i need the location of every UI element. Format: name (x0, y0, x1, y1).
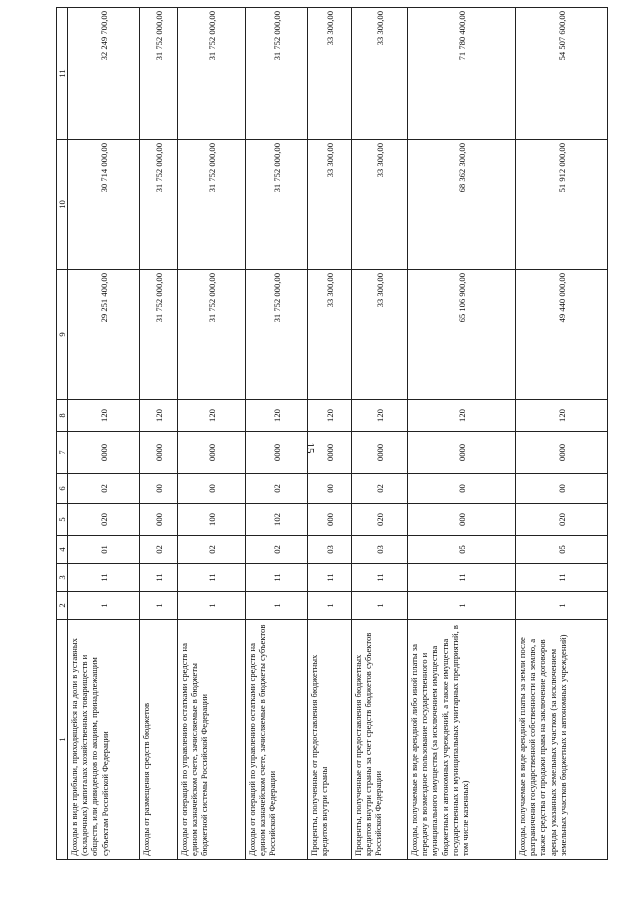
code-cell: 0000 (246, 432, 308, 474)
code-cell: 00 (516, 474, 608, 504)
code-cell: 11 (516, 564, 608, 592)
column-header: 11 (57, 8, 68, 140)
code-cell: 02 (178, 536, 246, 564)
name-cell: Доходы в виде прибыли, приходящейся на доли в уставных (складочных) капиталах хозяйственных товариществ и обществ, или дивидендов по акциям, принадлежащим субъектам Российской Федерации (68, 620, 140, 860)
code-cell: 02 (246, 536, 308, 564)
column-header: 10 (57, 140, 68, 270)
amount-cell: 31 752 000,00 (140, 140, 178, 270)
table-row (308, 8, 352, 860)
code-cell: 00 (178, 474, 246, 504)
code-cell: 120 (516, 400, 608, 432)
table-row (140, 8, 178, 860)
code-cell: 03 (352, 536, 408, 564)
column-header: 5 (57, 504, 68, 536)
amount-cell: 65 106 900,00 (408, 270, 516, 400)
amount-cell: 31 752 000,00 (140, 8, 178, 140)
code-cell: 120 (178, 400, 246, 432)
amount-cell: 54 507 600,00 (516, 8, 608, 140)
code-cell: 02 (140, 536, 178, 564)
code-cell: 03 (308, 536, 352, 564)
code-cell: 02 (68, 474, 140, 504)
code-cell: 0000 (68, 432, 140, 474)
code-cell: 1 (246, 592, 308, 620)
amount-cell: 33 300,00 (352, 270, 408, 400)
code-cell: 00 (408, 474, 516, 504)
column-header: 7 (57, 432, 68, 474)
page-number: 15 (304, 442, 316, 454)
code-cell: 1 (68, 592, 140, 620)
code-cell: 01 (68, 536, 140, 564)
code-cell: 1 (408, 592, 516, 620)
code-cell: 1 (516, 592, 608, 620)
code-cell: 020 (352, 504, 408, 536)
amount-cell: 33 300,00 (352, 8, 408, 140)
code-cell: 0000 (408, 432, 516, 474)
code-cell: 11 (68, 564, 140, 592)
column-header: 3 (57, 564, 68, 592)
code-cell: 1 (308, 592, 352, 620)
code-cell: 1 (178, 592, 246, 620)
budget-revenue-table (56, 7, 608, 860)
table-row (352, 8, 408, 860)
amount-cell: 31 752 000,00 (246, 140, 308, 270)
table-row (68, 8, 140, 860)
column-number-row (57, 8, 68, 860)
code-cell: 102 (246, 504, 308, 536)
code-cell: 1 (140, 592, 178, 620)
amount-cell: 29 251 400,00 (68, 270, 140, 400)
code-cell: 000 (140, 504, 178, 536)
code-cell: 0000 (352, 432, 408, 474)
code-cell: 020 (516, 504, 608, 536)
code-cell: 000 (408, 504, 516, 536)
code-cell: 00 (140, 474, 178, 504)
code-cell: 120 (140, 400, 178, 432)
amount-cell: 33 300,00 (352, 140, 408, 270)
column-header: 4 (57, 536, 68, 564)
table-row (516, 8, 608, 860)
code-cell: 120 (246, 400, 308, 432)
name-cell: Доходы от операций по управлению остатками средств на едином казначейском счете, зачисляемые в бюджеты бюджетной системы Российской Федерации (178, 620, 246, 860)
name-cell: Доходы от операций по управлению остатками средств на едином казначейском счете, зачисляемые в бюджеты субъектов Российской Федерации (246, 620, 308, 860)
amount-cell: 33 300,00 (308, 140, 352, 270)
amount-cell: 51 912 000,00 (516, 140, 608, 270)
code-cell: 100 (178, 504, 246, 536)
code-cell: 11 (140, 564, 178, 592)
code-cell: 11 (246, 564, 308, 592)
code-cell: 020 (68, 504, 140, 536)
amount-cell: 31 752 000,00 (178, 270, 246, 400)
column-header: 9 (57, 270, 68, 400)
amount-cell: 31 752 000,00 (246, 8, 308, 140)
code-cell: 120 (308, 400, 352, 432)
name-cell: Проценты, полученные от предоставления бюджетных кредитов внутри страны (308, 620, 352, 860)
code-cell: 11 (178, 564, 246, 592)
code-cell: 02 (352, 474, 408, 504)
code-cell: 0000 (516, 432, 608, 474)
table-row (246, 8, 308, 860)
amount-cell: 33 300,00 (308, 270, 352, 400)
amount-cell: 71 780 400,00 (408, 8, 516, 140)
code-cell: 0000 (140, 432, 178, 474)
amount-cell: 49 440 000,00 (516, 270, 608, 400)
column-header: 6 (57, 474, 68, 504)
code-cell: 1 (352, 592, 408, 620)
column-header: 1 (57, 620, 68, 860)
name-cell: Проценты, полученные от предоставления бюджетных кредитов внутри страны за счет средств бюджетов субъектов Российской Федерации (352, 620, 408, 860)
name-cell: Доходы, получаемые в виде арендной платы за земли после разграничения государственной собственности на землю, а также средства от продажи права на заключение договоров аренды указанных земельных участков (за исключением земельных участков бюджетных и автономных учреждений) (516, 620, 608, 860)
code-cell: 05 (408, 536, 516, 564)
code-cell: 11 (408, 564, 516, 592)
amount-cell: 31 752 000,00 (178, 140, 246, 270)
name-cell: Доходы от размещения средств бюджетов (140, 620, 178, 860)
code-cell: 00 (308, 474, 352, 504)
code-cell: 11 (308, 564, 352, 592)
amount-cell: 31 752 000,00 (140, 270, 178, 400)
amount-cell: 31 752 000,00 (178, 8, 246, 140)
name-cell: Доходы, получаемые в виде арендной либо иной платы за передачу в возмездное пользование государственного и муниципального имущества (за исключением имущества бюджетных и автономных учреждений, а также имущества государственных и муниципальных унитарных предприятий, в том числе казенных) (408, 620, 516, 860)
amount-cell: 32 249 700,00 (68, 8, 140, 140)
code-cell: 120 (352, 400, 408, 432)
column-header: 8 (57, 400, 68, 432)
table-row (178, 8, 246, 860)
table-row (408, 8, 516, 860)
code-cell: 120 (408, 400, 516, 432)
code-cell: 05 (516, 536, 608, 564)
amount-cell: 68 362 300,00 (408, 140, 516, 270)
amount-cell: 31 752 000,00 (246, 270, 308, 400)
code-cell: 02 (246, 474, 308, 504)
code-cell: 11 (352, 564, 408, 592)
amount-cell: 30 714 000,00 (68, 140, 140, 270)
code-cell: 0000 (178, 432, 246, 474)
column-header: 2 (57, 592, 68, 620)
rotated-table-container (56, 8, 600, 860)
code-cell: 120 (68, 400, 140, 432)
code-cell: 000 (308, 504, 352, 536)
code-cell: 0000 (308, 432, 352, 474)
amount-cell: 33 300,00 (308, 8, 352, 140)
